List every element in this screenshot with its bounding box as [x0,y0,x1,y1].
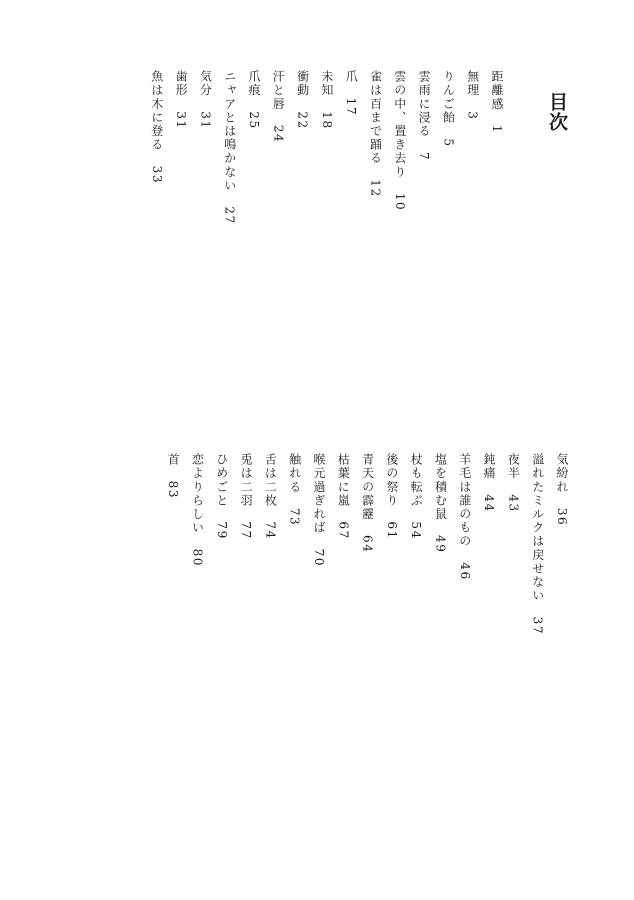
toc-entry-page: 24 [271,124,286,144]
toc-entry-title: 未知 [319,70,334,98]
toc-entry[interactable] [525,453,551,635]
toc-entry-title: 魚は木に登る [149,70,164,152]
toc-entry[interactable] [185,453,211,567]
toc-entry-page: 10 [392,192,407,212]
toc-entry[interactable] [217,70,243,225]
toc-entry-page: 3 [465,111,480,121]
toc-entry-title: 羊毛は誰のもの [457,453,472,549]
toc-entry[interactable] [363,70,389,198]
toc-entry-title: 気紛れ [555,453,569,494]
toc-entry[interactable] [233,453,259,540]
toc-entry-page: 1 [490,124,504,135]
toc-entry-page: 80 [190,548,205,568]
toc-entry-page: 64 [360,535,375,554]
toc-entry[interactable] [314,70,340,130]
toc-entry[interactable] [500,453,526,513]
toc-entry-title: 杖も転ぶ [409,453,424,508]
toc-entry-page: 12 [368,179,383,198]
toc-entry-page: 46 [457,562,472,581]
toc-entry[interactable] [411,70,437,161]
toc-entry-page: 5 [441,138,456,148]
toc-entry-title: 喉元過ぎれば [312,453,326,535]
toc-entry-title: 雲雨に浸る [417,70,432,138]
toc-entry[interactable] [265,70,291,143]
toc-entry-page: 74 [263,521,278,540]
toc-entry-title: 鈍痛 [482,453,497,481]
toc-entry[interactable] [355,453,381,553]
toc-entry[interactable] [428,453,454,553]
toc-entry-page: 17 [344,97,359,117]
toc-entry-title: 汗と唇 [271,70,286,111]
toc-entry-title: 夜半 [506,453,521,481]
toc-entry-title: 恋よりらしい [190,453,205,535]
toc-entry-page: 70 [312,548,326,568]
toc-entry-title: ひめごと [214,453,229,508]
toc-entry[interactable] [144,70,170,184]
toc-entry[interactable] [476,453,502,513]
toc-entry-page: 67 [336,521,351,540]
toc-entry-page: 22 [295,111,310,130]
toc-entry-page: 54 [409,521,424,540]
toc-entry[interactable] [484,70,510,134]
toc-entry[interactable] [306,453,332,567]
toc-entry-page: 7 [417,152,432,162]
toc-entry-title: 距離感 [490,70,504,111]
toc-entry-title: ニャアとは鳴かない [222,70,237,193]
toc-entry-page: 44 [482,494,497,513]
toc-entry[interactable] [241,70,267,130]
toc-entry-title: 兎は二羽 [239,453,254,508]
toc-entry-page: 77 [239,521,254,540]
toc-entry-title: 雀は百まで踊る [368,70,383,166]
toc-entry-title: 歯形 [174,70,189,98]
toc-entry-title: りんご飴 [441,70,456,125]
toc-entry-page: 33 [149,165,164,185]
toc-entry-page: 79 [214,521,229,540]
toc-entry[interactable] [403,453,429,540]
toc-entry-title: 塩を積む鼠 [433,453,448,521]
toc-entry[interactable] [338,70,364,116]
toc-entry-title: 溢れたミルクは戻せない [530,453,545,603]
toc-entry[interactable] [460,70,486,120]
toc-entry-title: 爪痕 [247,70,261,98]
toc-entry[interactable] [435,70,461,148]
toc-entry-page: 49 [433,535,448,554]
toc-entry[interactable] [192,70,218,130]
toc-entry[interactable] [160,453,186,499]
toc-entry-title: 無理 [465,70,480,98]
toc-entry-title: 枯葉に嵐 [336,453,351,508]
toc-entry-title: 触れる [287,453,302,494]
toc-entry-title: 気分 [198,70,213,98]
toc-entry-page: 18 [319,111,334,130]
toc-entry-page: 83 [166,480,181,500]
toc-entry-page: 31 [174,111,189,130]
toc-entry[interactable] [209,453,235,540]
toc-entry[interactable] [452,453,478,581]
toc-title: 目次 [546,92,568,132]
toc-entry-page: 31 [198,111,213,130]
toc-entry-title: 雲の中、置き去り [392,70,407,179]
toc-entry[interactable] [387,70,413,211]
toc-entry-title: 後の祭り [384,453,399,508]
toc-entry-page: 25 [247,111,261,130]
toc-entry-title: 爪 [344,70,359,84]
toc-entry-page: 36 [555,507,569,527]
toc-entry-title: 青天の霹靂 [360,453,375,521]
toc-entry[interactable] [282,453,308,526]
toc-entry-page: 43 [506,494,521,513]
toc-entry[interactable] [257,453,283,540]
toc-entry-title: 舌は二枚 [263,453,278,508]
toc-entry-page: 27 [222,206,237,225]
toc-entry[interactable] [168,70,194,130]
toc-entry-title: 衝動 [295,70,310,98]
toc-entry-page: 37 [530,616,545,636]
toc-entry[interactable] [330,453,356,540]
toc-entry[interactable] [379,453,405,540]
toc-entry[interactable] [549,453,575,526]
toc-entry-page: 73 [287,507,302,527]
toc-entry-title: 首 [166,453,181,467]
toc-entry-page: 61 [384,521,399,540]
toc-entry[interactable] [290,70,316,130]
